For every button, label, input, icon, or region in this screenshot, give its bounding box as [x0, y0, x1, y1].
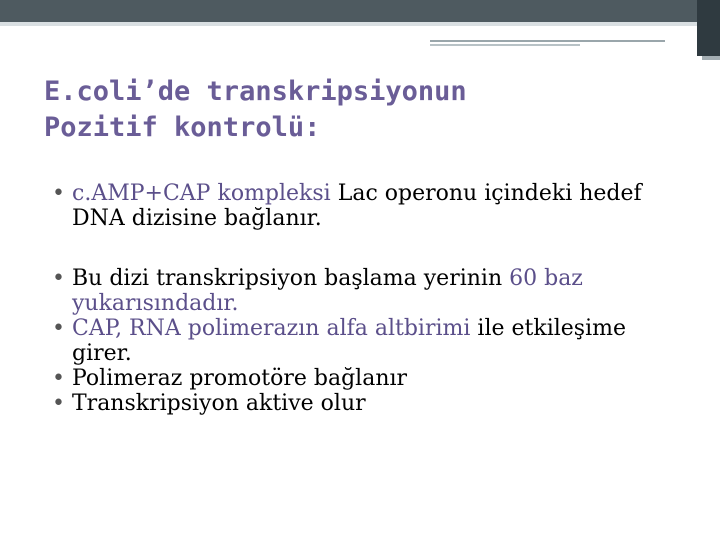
- top-bar: [0, 0, 720, 22]
- bullet-item: [52, 181, 692, 231]
- bullet-item: [52, 266, 692, 316]
- bullet-text-highlight: CAP, RNA polimerazın alfa altbirimi: [72, 316, 471, 341]
- bullet-text: Lac operonu içindeki hedef DNA dizisine bağlanır.: [72, 181, 642, 231]
- title-line-1: E.coli’de transkripsiyonun: [44, 76, 467, 107]
- title-line-2: Pozitif kontrolü:: [44, 112, 321, 143]
- bullet-text: ile etkileşime girer.: [72, 316, 626, 366]
- decorative-line-1: [430, 40, 665, 42]
- bullet-item: [52, 366, 692, 391]
- bullet-text-highlight: 60 baz yukarısındadır.: [72, 266, 583, 316]
- bullet-item: [52, 316, 692, 366]
- corner-block-line: [702, 56, 720, 60]
- bullet-text: Bu dizi transkripsiyon başlama yerinin: [72, 266, 510, 291]
- decorative-line-2: [430, 44, 580, 46]
- corner-block: [697, 0, 720, 56]
- bullet-text: Polimeraz promotöre bağlanır: [72, 366, 408, 391]
- bullet-list: [52, 181, 692, 416]
- top-bar-accent: [0, 26, 720, 31]
- bullet-item: [52, 391, 692, 416]
- bullet-text-highlight: c.AMP+CAP kompleksi: [72, 181, 331, 206]
- bullet-text: Transkripsiyon aktive olur: [72, 391, 366, 416]
- slide-title: [44, 74, 684, 146]
